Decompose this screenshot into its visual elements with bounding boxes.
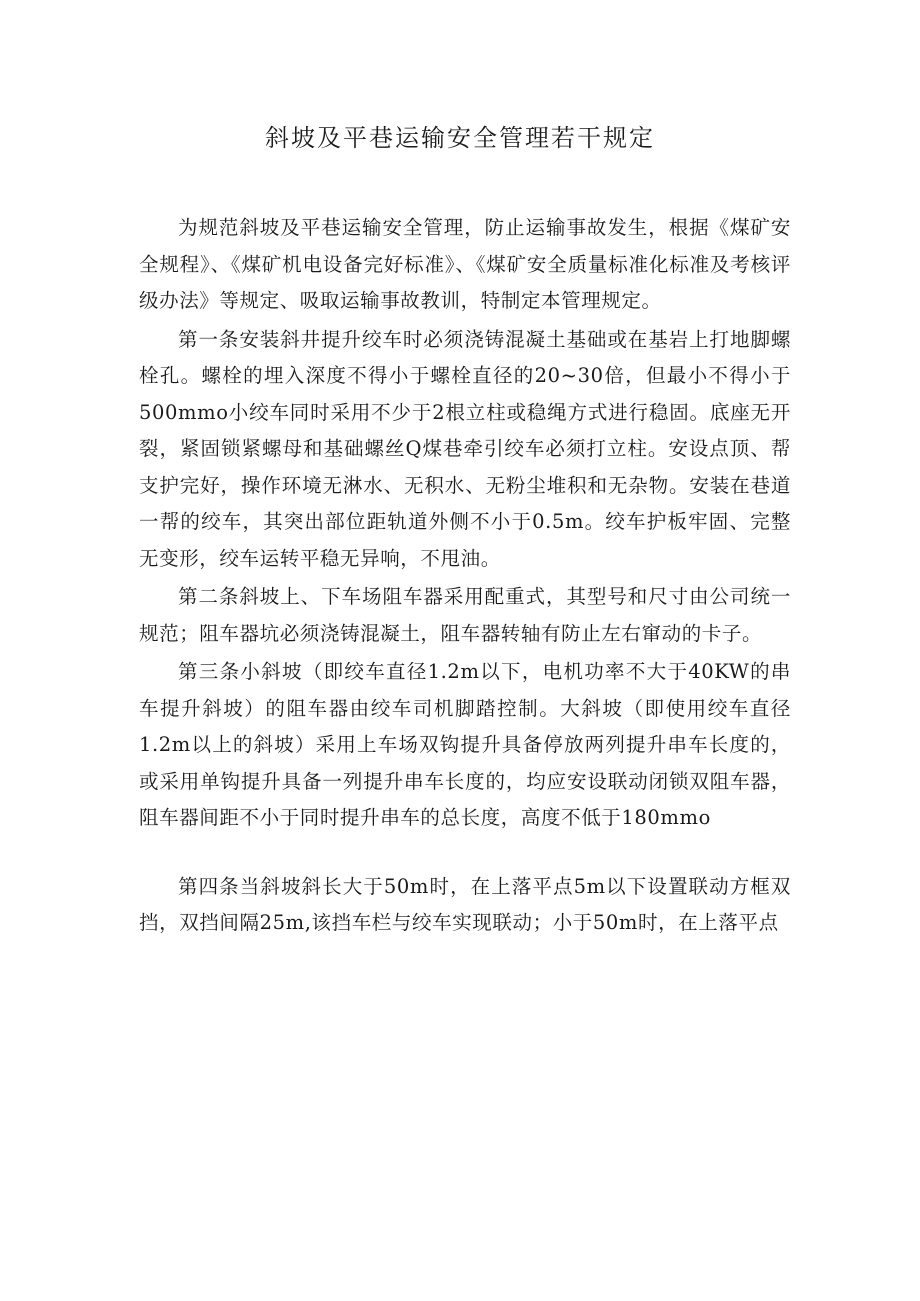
paragraph-article-3: 第三条小斜坡（即绞车直径1.2m以下，电机功率不大于40KW的串车提升斜坡）的阻车器由绞车司机脚踏控制。大斜坡（即使用绞车直径1.2m以上的斜坡）采用上车场双钩提升具备停放两列提升串车长度的，或采用单钩提升具备一列提升串车长度的，均应安设联动闭锁双阻车器，阻车器间距不小于同时提升串车的总长度，高度不低于180mmo — [139, 660, 791, 829]
paragraph-article-1: 第一条安装斜井提升绞车时必须浇铸混凝土基础或在基岩上打地脚螺栓孔。螺栓的埋入深度不得小于螺栓直径的20~30倍，但最小不得小于500mmo小绞车同时采用不少于2根立柱或稳绳方式进行稳固。底座无开裂，紧固锁紧螺母和基础螺丝Q煤巷牵引绞车必须打立柱。安设点顶、帮支护完好，操作环境无淋水、无积水、无粉尘堆积和无杂物。安装在巷道一帮的绞车，其突出部位距轨道外侧不小于0.5m。绞车护板牢固、完整无变形，绞车运转平稳无异响，不甩油。 — [139, 327, 791, 570]
paragraph-article-4: 第四条当斜坡斜长大于50m时，在上落平点5m以下设置联动方框双挡，双挡间隔25m,该挡车栏与绞车实现联动；小于50m时，在上落平点 — [139, 874, 791, 934]
paragraph-article-2: 第二条斜坡上、下车场阻车器采用配重式，其型号和尺寸由公司统一规范；阻车器坑必须浇铸混凝土，阻车器转轴有防止左右窜动的卡子。 — [139, 585, 791, 645]
document-body — [139, 210, 791, 944]
document-title: 斜坡及平巷运输安全管理若干规定 — [265, 124, 655, 152]
paragraph-intro: 为规范斜坡及平巷运输安全管理，防止运输事故发生，根据《煤矿安全规程》、《煤矿机电设备完好标准》、《煤矿安全质量标准化标准及考核评级办法》等规定、吸取运输事故教训，特制定本管理规定。 — [139, 216, 791, 312]
